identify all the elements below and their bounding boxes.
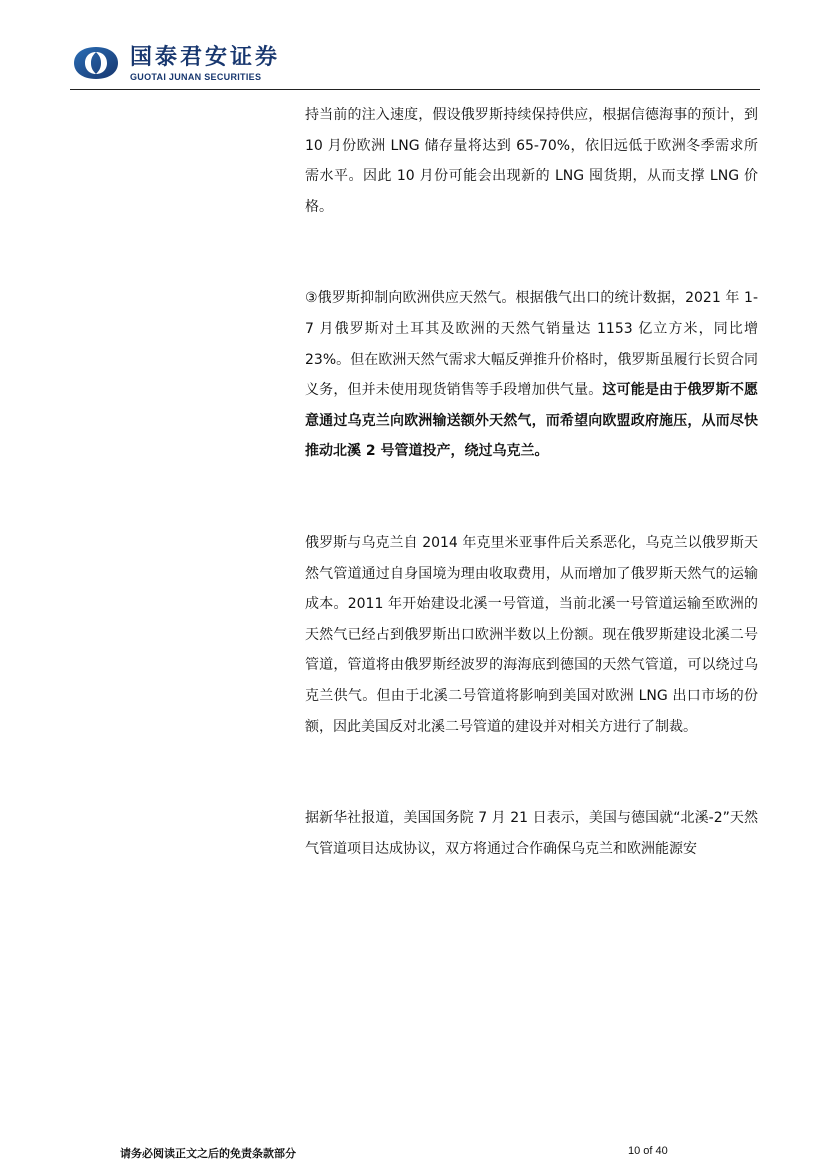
paragraph-2-emphasis: 这可能是由于俄罗斯不愿意通过乌克兰向欧洲输送额外天然气，而希望向欧盟政府施压，从而尽快推动北溪 2 号管道投产，绕过乌克兰。 [305,382,759,460]
paragraph-1: 持当前的注入速度，假设俄罗斯持续保持供应，根据信德海事的预计，到 10 月份欧洲 LNG 储存量将达到 65-70%，依旧远低于欧洲冬季需求所需水平。因此 10 月份可能会出现新的 LNG 囤货期，从而支撑 LNG 价格。 [305,107,758,215]
paragraph-3: 俄罗斯与乌克兰自 2014 年克里米亚事件后关系恶化，乌克兰以俄罗斯天然气管道通过自身国境为理由收取费用，从而增加了俄罗斯天然气的运输成本。2011 年开始建设北溪一号管道，当前北溪一号管道运输至欧洲的天然气已经占到俄罗斯出口欧洲半数以上份额。现在俄罗斯建设北溪二号管道，管道将由俄罗斯经波罗的海海底到德国的天然气管道，可以绕过乌克兰供气。但由于北溪二号管道将影响到美国对欧洲 LNG 出口市场的份额，因此美国反对北溪二号管道的建设并对相关方进行了制裁。 [305,534,758,735]
page-number: 10 of 40 [628,1145,668,1157]
footer-disclaimer: 请务必阅读正文之后的免责条款部分 [120,1147,296,1160]
brand-wordmark [130,46,280,83]
body-text [305,100,758,864]
paragraph-4: 据新华社报道，美国国务院 7 月 21 日表示，美国与德国就“北溪-2”天然气管道项目达成协议，双方将通过合作确保乌克兰和欧洲能源安 [305,810,758,857]
header-divider [70,89,760,90]
brand-name-en: GUOTAI JUNAN SECURITIES [130,72,262,82]
paragraph-2: ③俄罗斯抑制向欧洲供应天然气。根据俄气出口的统计数据，2021 年 1-7 月俄罗斯对土耳其及欧洲的天然气销量达 1153 亿立方米，同比增 23%。但在欧洲天然气需求大幅反弹推升价格时，俄罗斯虽履行长贸合同义务，但并未使用现货销售等手段增加供气量。这可能是由于俄罗斯不愿意通过乌克兰向欧洲输送额外天然气，而希望向欧盟政府施压，从而尽快推动北溪 2 号管道投产，绕过乌克兰。 [305,290,759,460]
brand-name-cn: 国泰君安证券 [130,45,281,70]
guotai-junan-logo-icon [72,46,120,80]
page-header [72,42,762,90]
